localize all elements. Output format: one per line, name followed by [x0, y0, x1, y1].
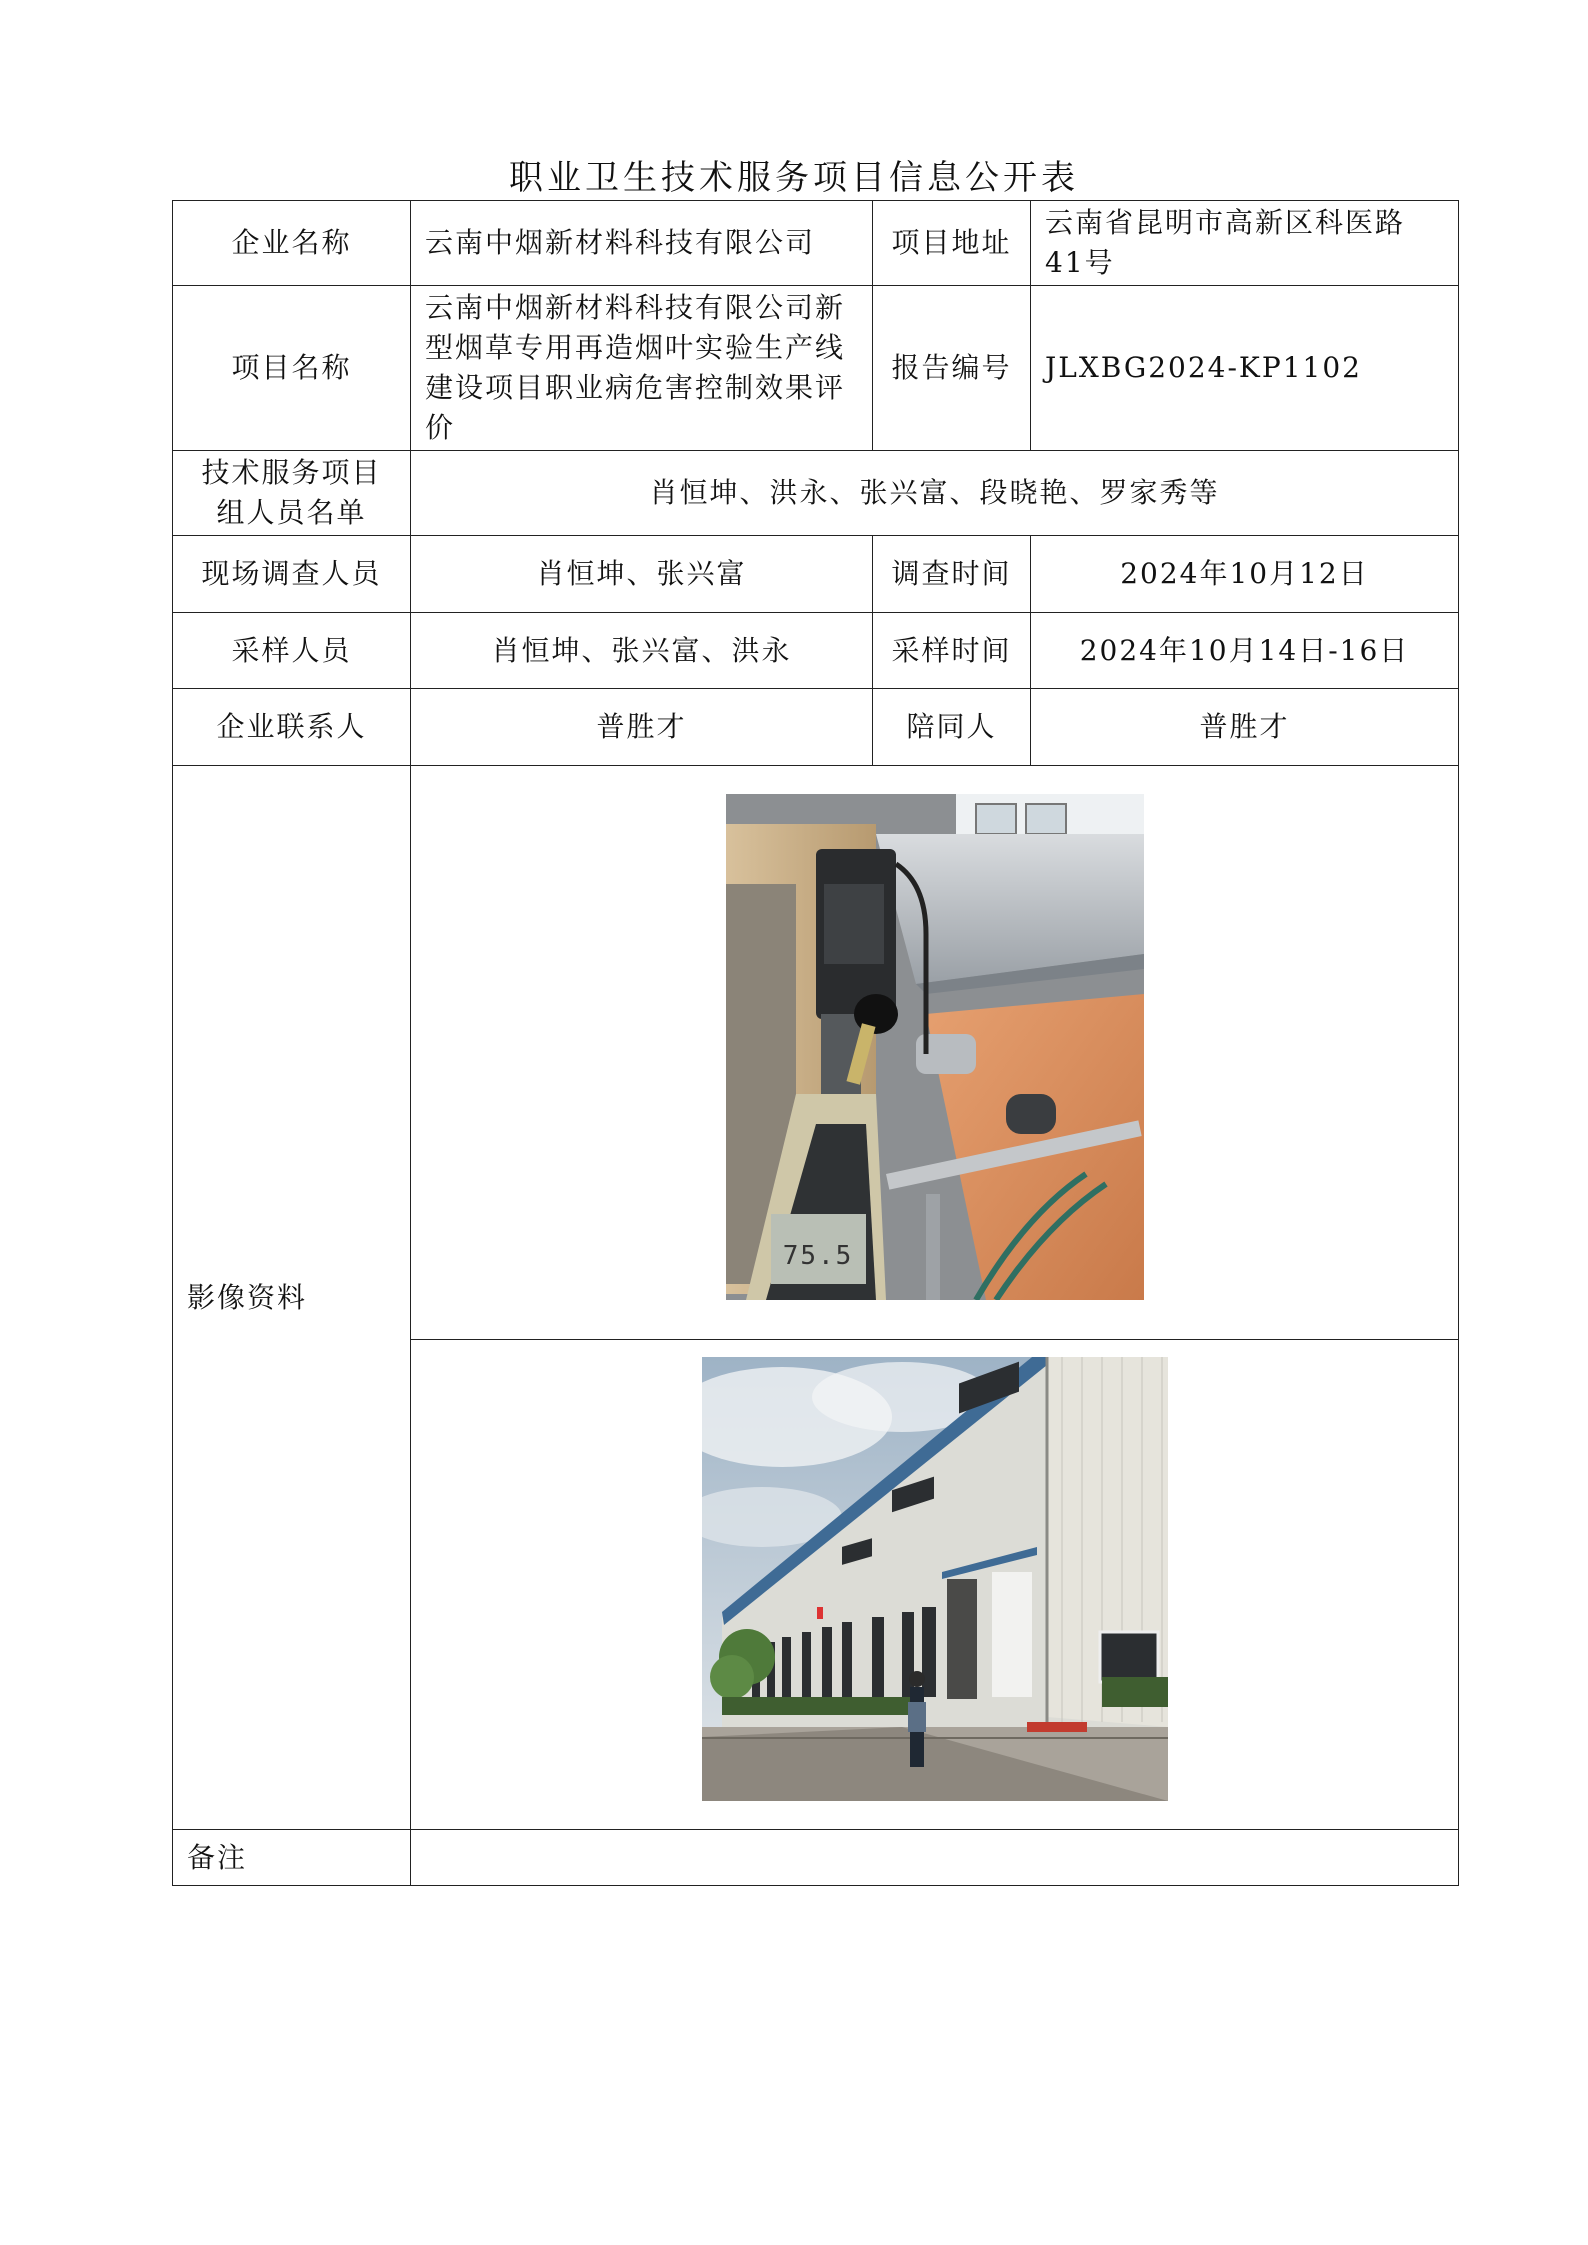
- project-name-value: 云南中烟新材料科技有限公司新型烟草专用再造烟叶实验生产线建设项目职业病危害控制效果评价: [411, 286, 873, 451]
- row-sampling: [173, 613, 1459, 689]
- contact-value: 普胜才: [411, 689, 873, 766]
- team-label: 技术服务项目组人员名单: [173, 451, 411, 536]
- photo-cell-machine: [411, 766, 1459, 1340]
- project-address-value: 云南省昆明市高新区科医路41号: [1031, 201, 1459, 286]
- project-address-label: 项目地址: [873, 201, 1031, 286]
- meter-reading: 75.5: [782, 1241, 853, 1271]
- row-remarks: [173, 1830, 1459, 1886]
- info-table: [172, 200, 1459, 1886]
- survey-time-label: 调查时间: [873, 536, 1031, 613]
- survey-staff-label: 现场调查人员: [173, 536, 411, 613]
- photo-noise-measurement: [726, 794, 1144, 1300]
- photo-factory-building: [702, 1357, 1168, 1801]
- contact-label: 企业联系人: [173, 689, 411, 766]
- survey-time-value: 2024年10月12日: [1031, 536, 1459, 613]
- row-contact: [173, 689, 1459, 766]
- report-no-label: 报告编号: [873, 286, 1031, 451]
- company-name-label: 企业名称: [173, 201, 411, 286]
- row-project: [173, 286, 1459, 451]
- sampling-time-label: 采样时间: [873, 613, 1031, 689]
- sampling-time-value: 2024年10月14日-16日: [1031, 613, 1459, 689]
- escort-label: 陪同人: [873, 689, 1031, 766]
- images-label: 影像资料: [173, 766, 411, 1830]
- survey-staff-value: 肖恒坤、张兴富: [411, 536, 873, 613]
- escort-value: 普胜才: [1031, 689, 1459, 766]
- row-team: [173, 451, 1459, 536]
- row-images-1: [173, 766, 1459, 1340]
- team-value: 肖恒坤、洪永、张兴富、段晓艳、罗家秀等: [411, 451, 1459, 536]
- photo-cell-building: [411, 1340, 1459, 1830]
- sampling-staff-value: 肖恒坤、张兴富、洪永: [411, 613, 873, 689]
- remarks-value: [411, 1830, 1459, 1886]
- row-company: [173, 201, 1459, 286]
- page-title: 职业卫生技术服务项目信息公开表: [509, 158, 1079, 198]
- remarks-label: 备注: [173, 1830, 411, 1886]
- company-name-value: 云南中烟新材料科技有限公司: [411, 201, 873, 286]
- row-survey: [173, 536, 1459, 613]
- report-no-value: JLXBG2024-KP1102: [1031, 286, 1459, 451]
- sampling-staff-label: 采样人员: [173, 613, 411, 689]
- project-name-label: 项目名称: [173, 286, 411, 451]
